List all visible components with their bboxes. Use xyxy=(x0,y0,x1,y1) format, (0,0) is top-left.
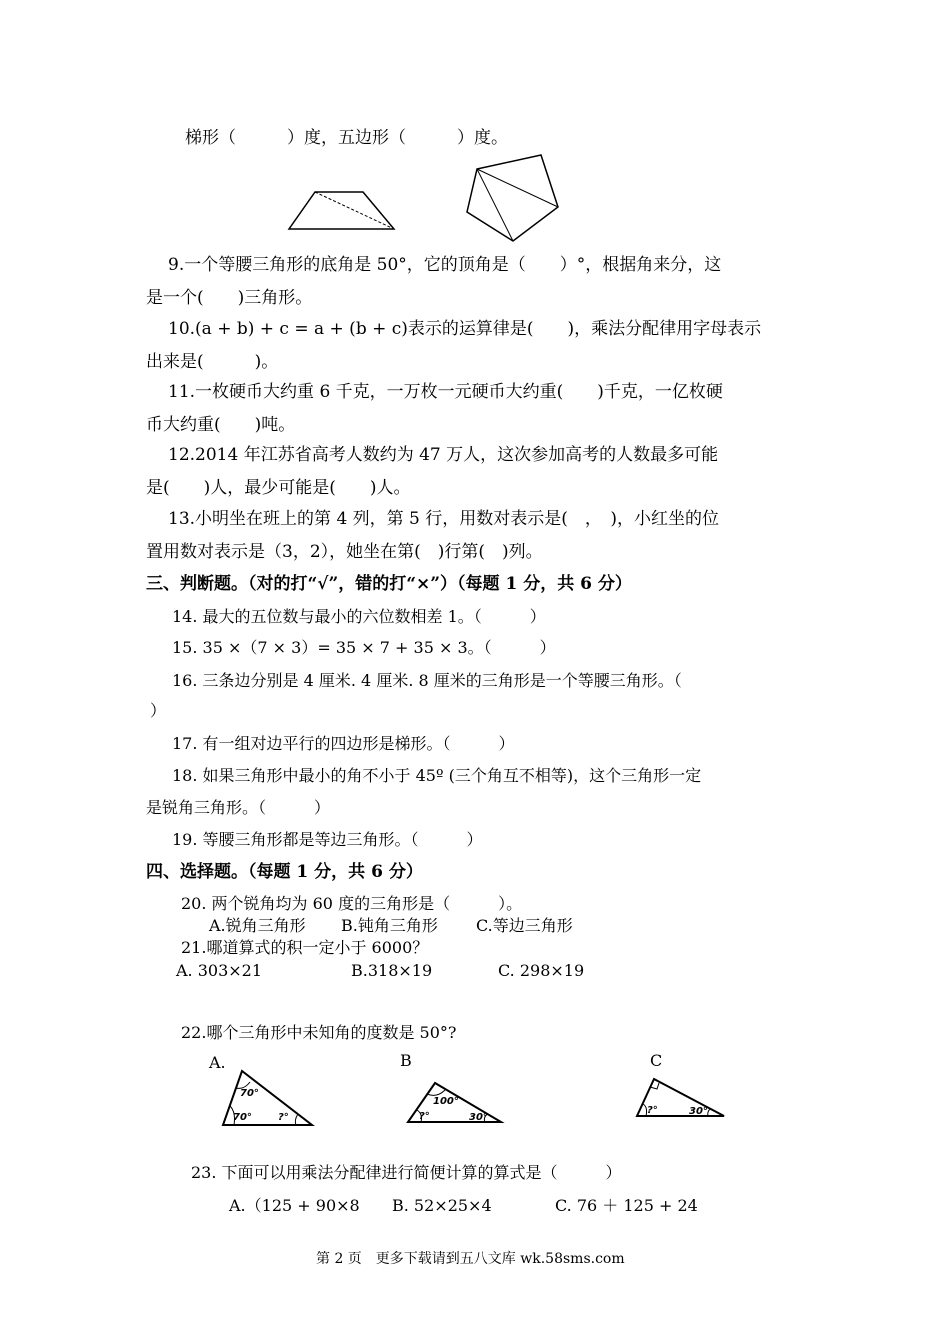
q22-stem: 22.哪个三角形中未知角的度数是 50°? xyxy=(181,1023,457,1042)
triangle-c-right-angle: 30° xyxy=(689,1106,708,1117)
triangle-c-figure xyxy=(634,1076,729,1120)
section-4-heading: 四、选择题。（每题 1 分，共 6 分） xyxy=(146,862,423,882)
triangle-b-left-angle: ?° xyxy=(419,1111,430,1122)
q16-line1: 16. 三条边分别是 4 厘米. 4 厘米. 8 厘米的三角形是一个等腰三角形。（ xyxy=(172,671,682,690)
q23-stem: 23. 下面可以用乘法分配律进行简便计算的算式是（ ） xyxy=(191,1163,622,1182)
q20-option-b: B.钝角三角形 xyxy=(341,916,438,935)
q22-option-b-label: B xyxy=(400,1051,412,1070)
q12-line1: 12.2014 年江苏省高考人数约为 47 万人，这次参加高考的人数最多可能 xyxy=(168,445,719,465)
q23-option-b: B. 52×25×4 xyxy=(392,1196,492,1215)
q19-text: 19. 等腰三角形都是等边三角形。（ ） xyxy=(172,830,483,849)
triangle-a-left-angle: 70° xyxy=(233,1112,252,1123)
triangle-a-right-angle: ?° xyxy=(278,1112,289,1123)
triangle-a-top-angle: 70° xyxy=(240,1088,259,1099)
q21-option-a: A. 303×21 xyxy=(176,961,263,980)
q21-stem: 21.哪道算式的积一定小于 6000？ xyxy=(181,938,429,957)
q14-text: 14. 最大的五位数与最小的六位数相差 1。（ ） xyxy=(172,607,546,626)
trapezoid-figure xyxy=(285,185,400,235)
q18-line2: 是锐角三角形。（ ） xyxy=(146,798,331,817)
q17-text: 17. 有一组对边平行的四边形是梯形。（ ） xyxy=(172,734,515,753)
q20-option-a: A.锐角三角形 xyxy=(209,916,306,935)
q11-line2: 币大约重( )吨。 xyxy=(146,415,296,435)
q13-line1: 13.小明坐在班上的第 4 列，第 5 行，用数对表示是( ， )，小红坐的位 xyxy=(168,509,720,529)
q23-option-a: A.（125 + 90×8 xyxy=(229,1196,360,1215)
q10-line2: 出来是( )。 xyxy=(146,352,279,372)
q22-option-a-label: A. xyxy=(209,1053,226,1072)
triangle-c-left-angle: ?° xyxy=(647,1105,658,1116)
triangle-b-figure xyxy=(405,1080,505,1126)
triangle-a-figure xyxy=(220,1068,320,1128)
q20-stem: 20. 两个锐角均为 60 度的三角形是（ ）。 xyxy=(181,894,523,913)
triangle-b-top-angle: 100° xyxy=(433,1096,459,1107)
q23-option-c: C. 76 ＋ 125 + 24 xyxy=(555,1196,698,1215)
q15-text: 15. 35 ×（7 × 3）= 35 × 7 + 35 × 3。（ ） xyxy=(172,638,556,657)
q18-line1: 18. 如果三角形中最小的角不小于 45º (三个角互不相等)，这个三角形一定 xyxy=(172,766,702,785)
pentagon-figure xyxy=(463,152,563,247)
page-footer: 第 2 页 更多下载请到五八文库 wk.58sms.com xyxy=(316,1251,625,1267)
triangle-b-right-angle: 30° xyxy=(469,1112,488,1123)
q12-line2: 是( )人，最少可能是( )人。 xyxy=(146,478,411,498)
section-3-heading: 三、判断题。（对的打“√”，错的打“×”）（每题 1 分，共 6 分） xyxy=(146,574,632,594)
q9-line2: 是一个( )三角形。 xyxy=(146,288,313,308)
q10-line1: 10.(a + b) + c = a + (b + c)表示的运算律是( )，乘法分配律用字母表示 xyxy=(168,319,762,339)
q20-option-c: C.等边三角形 xyxy=(476,916,573,935)
q11-line1: 11.一枚硬币大约重 6 千克，一万枚一元硬币大约重( )千克，一亿枚硬 xyxy=(168,382,723,402)
q22-option-c-label: C xyxy=(650,1051,663,1070)
q13-line2: 置用数对表示是（3，2），她坐在第( )行第( )列。 xyxy=(146,542,543,562)
q9-line1: 9.一个等腰三角形的底角是 50°，它的顶角是（ ）°，根据角来分，这 xyxy=(168,255,722,275)
q16-line2: ） xyxy=(150,701,167,720)
q21-option-c: C. 298×19 xyxy=(498,961,585,980)
q21-option-b: B.318×19 xyxy=(351,961,433,980)
q8-tail-text: 梯形（ ）度，五边形（ ）度。 xyxy=(185,128,508,148)
